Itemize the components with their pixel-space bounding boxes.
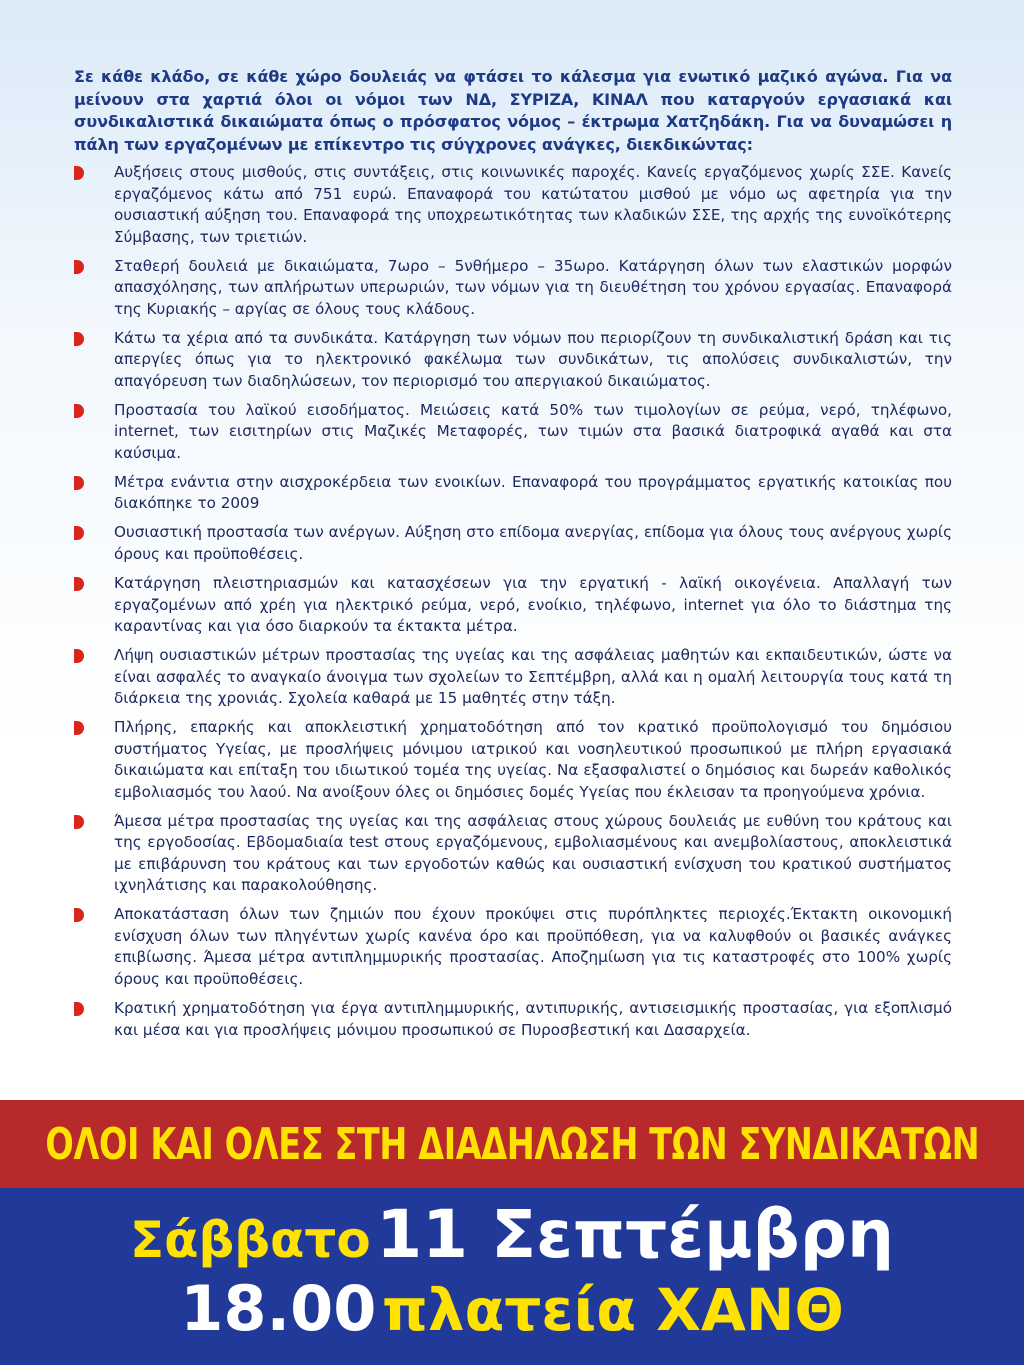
bullet-icon — [74, 476, 84, 490]
demand-text: Άμεσα μέτρα προστασίας της υγείας και της ασφάλειας στους χώρους δουλειάς με ευθύνη του κράτους και της εργοδοσίας. Εβδομαδιαία test στους εργαζόμενους, εμβολιασμένους και ανεμβολίαστους, αποκλειστικά με επιβάρυνση του κράτους και των εργοδοτών καθώς και ουσιαστική ενίσχυση του κρατικού συστήματος ιχνηλάτισης και παρακολούθησης. — [114, 811, 952, 895]
demands-list — [74, 162, 952, 1041]
leaflet-body — [74, 66, 952, 1049]
demand-item — [74, 256, 952, 321]
demand-text: Κατάργηση πλειστηριασμών και κατασχέσεων για την εργατική - λαϊκή οικογένεια. Απαλλαγή των εργαζομένων από χρέη για ηλεκτρικό ρεύμα, νερό, ενοίκιο, τηλέφωνο, internet για όλο το διάστημα της καραντίνας και για όσο διαρκούν τα έκτακτα μέτρα. — [114, 574, 952, 636]
demand-item — [74, 522, 952, 565]
demand-text: Ουσιαστική προστασία των ανέργων. Αύξηση στο επίδομα ανεργίας, επίδομα για όλους τους ανέργους χωρίς όρους και προϋποθέσεις. — [114, 523, 952, 563]
demand-item — [74, 645, 952, 710]
bullet-icon — [74, 649, 84, 663]
event-date: 11 Σεπτέμβρη — [376, 1196, 895, 1273]
demand-text: Λήψη ουσιαστικών μέτρων προστασίας της υγείας και της ασφάλειας μαθητών και εκπαιδευτικών, ώστε να είναι ασφαλές το αναγκαίο άνοιγμα των σχολείων το Σεπτέμβρη, αλλά και η ομαλή λειτουργία τους κατά τη διάρκεια της χρονιάς. Σχολεία καθαρά με 15 μαθητές στην τάξη. — [114, 646, 952, 708]
demand-text: Πλήρης, επαρκής και αποκλειστική χρηματοδότηση από τον κρατικό προϋπολογισμό του δημόσιου συστήματος Υγείας, με προσλήψεις μόνιμου ιατρικού και νοσηλευτικού προσωπικού με πλήρη εργασιακά δικαιώματα και επίταξη του ιδιωτικού τομέα της υγείας. Να εξασφαλιστεί ο δημόσιος και δωρεάν καθολικός εμβολιασμός του λαού. Να ανοίξουν όλες οι δημόσιες δομές Υγείας που έκλεισαν τα προηγούμενα χρόνια. — [114, 718, 952, 801]
demand-text: Αυξήσεις στους μισθούς, στις συντάξεις, στις κοινωνικές παροχές. Κανείς εργαζόμενος χωρίς ΣΣΕ. Κανείς εργαζόμενος κάτω από 751 ευρώ. Επαναφορά του κατώτατου μισθού με νόμο ως αφετηρία για την ουσιαστική αύξηση του. Επαναφορά της υποχρεωτικότητας των κλαδικών ΣΣΕ, της αρχής της ευνοϊκότερης Σύμβασης, των τριετιών. — [114, 163, 952, 246]
demand-item — [74, 998, 952, 1041]
event-date-line — [0, 1196, 1024, 1273]
demand-item — [74, 400, 952, 465]
demand-item — [74, 904, 952, 990]
demand-item — [74, 811, 952, 897]
demand-item — [74, 717, 952, 803]
demand-text: Κάτω τα χέρια από τα συνδικάτα. Κατάργηση των νόμων που περιορίζουν τη συνδικαλιστική δράση και τις απεργίες όπως για το ηλεκτρονικό φακέλωμα των συνδικάτων, τις απολύσεις συνδικαλιστών, την απαγόρευση των διαδηλώσεων, τον περιορισμό του απεργιακού δικαιώματος. — [114, 328, 952, 390]
bullet-icon — [74, 815, 84, 829]
demand-text: Μέτρα ενάντια στην αισχροκέρδεια των ενοικίων. Επαναφορά του προγράμματος εργατικής κατοικίας που διακόπηκε το 2009 — [114, 472, 952, 513]
demand-item — [74, 472, 952, 515]
headline-banner — [0, 1100, 1024, 1188]
bullet-icon — [74, 404, 84, 418]
demand-text: Αποκατάσταση όλων των ζημιών που έχουν προκύψει στις πυρόπληκτες περιοχές.Έκτακτη οικονομική ενίσχυση όλων των πληγέντων χωρίς κανένα όρο και προϋπόθεση, για να καλυφθούν οι βασικές ανάγκες επιβίωσης. Άμεσα μέτρα αντιπλημμυρικής προστασίας. Αποζημίωση για τις καταστροφές στο 100% χωρίς όρους και προϋποθέσεις. — [114, 905, 952, 988]
bullet-icon — [74, 908, 84, 922]
demand-text: Σταθερή δουλειά με δικαιώματα, 7ωρο – 5νθήμερο – 35ωρο. Κατάργηση όλων των ελαστικών μορφών απασχόλησης, των απλήρωτων υπερωριών, των νόμων για τη διευθέτηση του χρόνου εργασίας. Επαναφορά της Κυριακής – αργίας σε όλους τους κλάδους. — [114, 256, 952, 318]
bullet-icon — [74, 721, 84, 735]
event-place: πλατεία ΧΑΝΘ — [381, 1276, 844, 1344]
demand-item — [74, 328, 952, 393]
demand-item — [74, 573, 952, 638]
bullet-icon — [74, 332, 84, 346]
event-time: 18.00 — [180, 1272, 377, 1345]
demand-item — [74, 162, 952, 248]
bullet-icon — [74, 577, 84, 591]
bullet-icon — [74, 260, 84, 274]
intro-paragraph: Σε κάθε κλάδο, σε κάθε χώρο δουλειάς να φτάσει το κάλεσμα για ενωτικό μαζικό αγώνα. Για να μείνουν στα χαρτιά όλοι οι νόμοι των ΝΔ, ΣΥΡΙΖΑ, ΚΙΝΑΛ που καταργούν εργασιακά και συνδικαλιστικά δικαιώματα όπως ο πρόσφατος νόμος – έκτρωμα Χατζηδάκη. Για να δυναμώσει η πάλη των εργαζομένων με επίκεντρο τις σύγχρονες ανάγκες, διεκδικώντας: — [74, 67, 952, 154]
headline-text: ΟΛΟΙ ΚΑΙ ΟΛΕΣ ΣΤΗ ΔΙΑΔΗΛΩΣΗ ΤΩΝ ΣΥΝΔΙΚΑΤΩΝ — [45, 1118, 979, 1170]
demand-text: Προστασία του λαϊκού εισοδήματος. Μειώσεις κατά 50% των τιμολογίων σε ρεύμα, νερό, τηλέφωνο, internet, των εισιτηρίων στις Μαζικές Μεταφορές, των τιμών στα βασικά διατροφικά αγαθά και στα καύσιμα. — [114, 400, 952, 462]
bullet-icon — [74, 1002, 84, 1016]
event-day: Σάββατο — [129, 1211, 371, 1269]
event-time-place-line — [0, 1272, 1024, 1345]
demand-text: Κρατική χρηματοδότηση για έργα αντιπλημμυρικής, αντιπυρικής, αντισεισμικής προστασίας, για εξοπλισμό και μέσα και για προσλήψεις μόνιμου προσωπικού σε Πυροσβεστική και Δασαρχεία. — [114, 999, 952, 1039]
bullet-icon — [74, 166, 84, 180]
bullet-icon — [74, 526, 84, 540]
